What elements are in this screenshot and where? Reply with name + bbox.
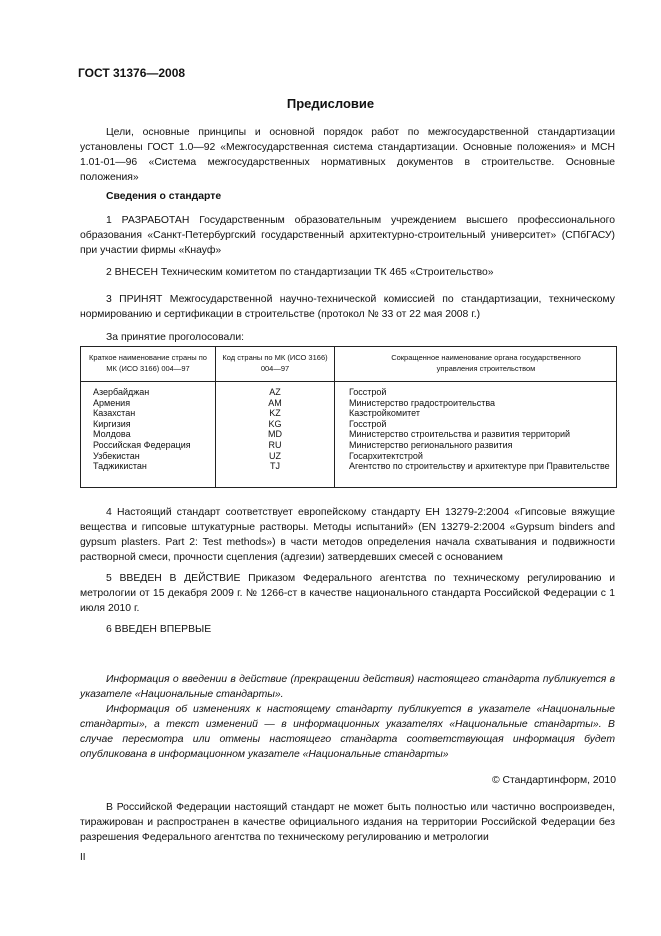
table-header-agency: Сокращенное наименование органа государственного управления строительством xyxy=(391,353,581,373)
table-cell-country: Азербайджан xyxy=(93,387,150,397)
table-header-divider xyxy=(81,381,616,382)
item-6-first-introduced: 6 ВВЕДЕН ВПЕРВЫЕ xyxy=(106,624,212,635)
table-column-codes xyxy=(219,387,331,472)
item-1-developed: 1 РАЗРАБОТАН Государственным образовательным учреждением высшего профессионального образования «Санкт-Петербургский государственный архитектурно-строительный университет» (СПбГАСУ) при участии фирмы «Кнауф» xyxy=(80,215,615,256)
item-2-submitted: 2 ВНЕСЕН Техническим комитетом по стандартизации ТК 465 «Строительство» xyxy=(106,267,494,278)
table-cell-agency: Госстрой xyxy=(349,418,387,429)
table-cell-code: MD xyxy=(268,429,282,440)
table-cell-code: AZ xyxy=(269,387,281,397)
reproduction-notice: В Российской Федерации настоящий стандарт не может быть полностью или частично воспроизведен, тиражирован и распространен в качестве официального издания на территории Российской Федерации без разрешения Федерального агентства по техническому регулированию и метрологии xyxy=(80,802,615,843)
page-title: Предисловие xyxy=(286,96,375,111)
item-4-correspondence: 4 Настоящий стандарт соответствует европейскому стандарту ЕН 13279-2:2004 «Гипсовые вяжущие вещества и гипсовые штукатурные растворы. Методы испытаний» (EN 13279-2:2004 «Gypsum binders and gypsum plasters. Part 2: Test methods») в части методов определения начала схватывания и подвижности растворной смеси, прочности сцепления (адгезии) затвердевших смесей с основанием xyxy=(80,507,615,563)
voting-table xyxy=(80,346,617,488)
notice-introduction: Информация о введении в действие (прекращении действия) настоящего стандарта публикуется в указателе «Национальные стандарты». xyxy=(80,674,615,700)
table-cell-agency: Госархитектстрой xyxy=(349,450,423,461)
table-column-countries xyxy=(93,387,191,472)
table-cell-code: AM xyxy=(268,397,282,408)
table-cell-country: Таджикистан xyxy=(93,461,147,472)
table-cell-country: Казахстан xyxy=(93,408,136,419)
table-cell-country: Армения xyxy=(93,397,131,408)
voted-label: За принятие проголосовали: xyxy=(106,332,245,343)
item-5-enacted: 5 ВВЕДЕН В ДЕЙСТВИЕ Приказом Федерального агентства по техническому регулированию и метрологии от 15 декабря 2009 г. № 1266-ст в качестве национального стандарта Российской Федерации с 1 июля 2010 г. xyxy=(80,573,615,614)
table-cell-agency: Агентство по строительству и архитектуре при Правительстве xyxy=(349,461,610,472)
table-cell-code: UZ xyxy=(269,450,281,461)
table-cell-country: Российская Федерация xyxy=(93,439,191,450)
table-cell-country: Молдова xyxy=(93,429,131,440)
table-cell-agency: Госстрой xyxy=(349,387,387,397)
item-3-adopted: 3 ПРИНЯТ Межгосударственной научно-технической комиссией по стандартизации, техническому нормированию и сертификации в строительстве (протокол № 33 от 22 мая 2008 г.) xyxy=(80,294,615,320)
table-cell-code: KZ xyxy=(269,408,281,419)
table-header-code: Код страны по МК (ИСО 3166) 004—97 xyxy=(222,353,328,373)
page-number: II xyxy=(80,852,86,863)
table-cell-agency: Министерство регионального развития xyxy=(349,439,513,450)
table-cell-agency: Министерство строительства и развития территорий xyxy=(349,429,571,440)
info-heading: Сведения о стандарте xyxy=(106,191,222,202)
table-cell-agency: Министерство градостроительства xyxy=(349,397,496,408)
table-cell-country: Узбекистан xyxy=(93,450,140,461)
table-cell-agency: Казстройкомитет xyxy=(349,408,420,419)
notice-amendments: Информация об изменениях к настоящему стандарту публикуется в указателе «Национальные стандарты», а текст изменений — в информационных указателях «Национальные стандарты». В случае пересмотра или отмены настоящего стандарта соответствующая информация будет опубликована в информационном указателе «Национальные стандарты» xyxy=(80,704,615,760)
table-column-divider xyxy=(215,347,216,487)
table-header-country: Краткое наименование страны по МК (ИСО 3166) 004—97 xyxy=(89,353,207,373)
table-column-agencies xyxy=(349,387,611,472)
table-cell-country: Киргизия xyxy=(93,418,131,429)
table-column-divider xyxy=(334,347,335,487)
copyright: © Стандартинформ, 2010 xyxy=(491,775,616,786)
intro-paragraph: Цели, основные принципы и основной порядок работ по межгосударственной стандартизации установлены ГОСТ 1.0—92 «Межгосударственная система стандартизации. Основные положения» и МСН 1.01-01—96 «Система межгосударственных нормативных документов в строительстве. Основные положения» xyxy=(80,127,615,183)
table-cell-code: TJ xyxy=(270,461,280,472)
table-cell-code: RU xyxy=(268,439,282,450)
table-cell-code: KG xyxy=(268,418,282,429)
standard-code-header: ГОСТ 31376—2008 xyxy=(78,66,186,80)
